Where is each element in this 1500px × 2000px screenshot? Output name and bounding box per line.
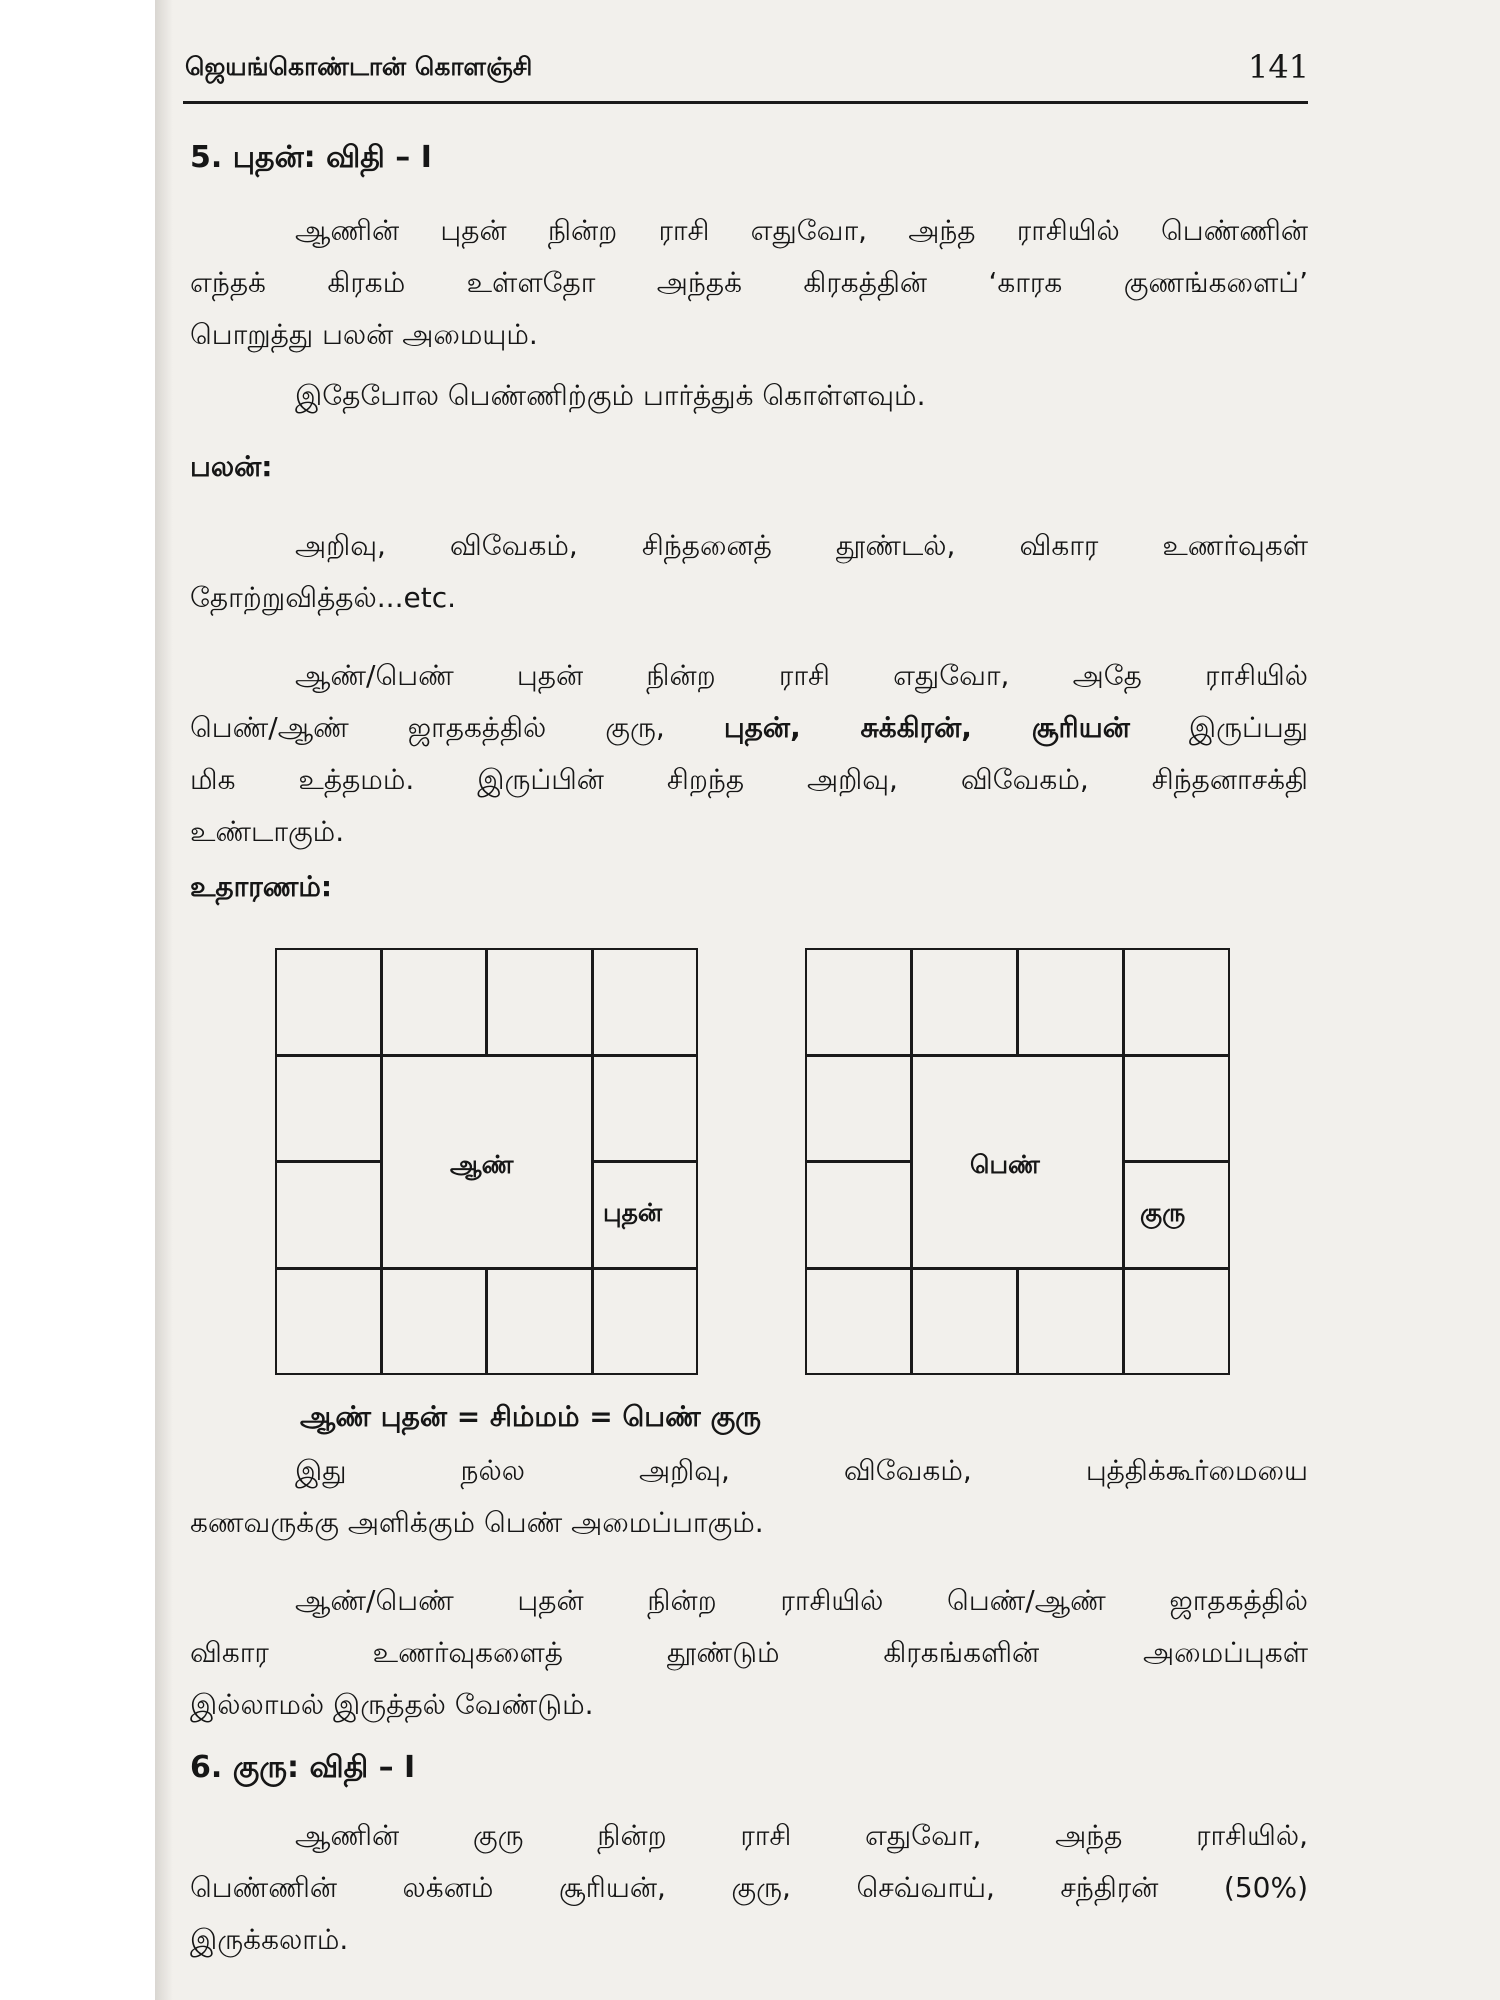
page-binding-shadow [155,0,173,2000]
section-5-paragraph-4 [190,1445,1308,1549]
section-5-heading: 5. புதன்: விதி – I [190,140,432,175]
section-6-paragraph-1 [190,1810,1308,1966]
chart-house-cell [1123,1055,1230,1163]
text-line: ஆணின் புதன் நின்ற ராசி எதுவோ, அந்த ராசியில் பெண்ணின் [295,214,1308,247]
header-rule [183,101,1308,104]
text-line: கணவருக்கு அளிக்கும் பெண் அமைப்பாகும். [190,1506,764,1539]
chart-house-cell [805,1055,912,1163]
chart-house-cell [486,948,593,1056]
section-5-paragraph-1 [190,205,1308,361]
chart-house-cell [911,948,1018,1056]
chart-house-cell [592,948,699,1056]
section-6-heading: 6. குரு: விதி – I [190,1750,416,1785]
chart-house-cell [592,1055,699,1163]
text-line: ஆண்/பெண் புதன் நின்ற ராசியில் பெண்/ஆண் ஜாதகத்தில் [295,1584,1308,1617]
chart-house-cell [1123,1268,1230,1376]
male-chart-center-label: ஆண் [450,1150,514,1179]
text-line: விகார உணர்வுகளைத் தூண்டும் கிரகங்களின் அமைப்புகள் [190,1636,1308,1669]
chart-house-cell [381,1268,488,1376]
bold-planet-list: புதன், சுக்கிரன், சூரியன் [723,711,1130,744]
male-chart-planet-label: புதன் [603,1198,663,1227]
text-line: ஆணின் குரு நின்ற ராசி எதுவோ, அந்த ராசியில், [295,1819,1308,1852]
section-5-paragraph-3 [190,650,1308,858]
result-text [190,520,1308,624]
chart-house-cell [275,948,382,1056]
chart-house-cell [1123,948,1230,1056]
example-heading: உதாரணம்: [190,870,333,903]
text-line: இது நல்ல அறிவு, விவேகம், புத்திக்கூர்மையை [295,1454,1308,1487]
chart-house-cell [275,1161,382,1269]
text-line: ஆண்/பெண் புதன் நின்ற ராசி எதுவோ, அதே ராசியில் [295,659,1308,692]
text-line: அறிவு, விவேகம், சிந்தனைத் தூண்டல், விகார உணர்வுகள் [295,529,1308,562]
text-line: பெண்ணின் லக்னம் சூரியன், குரு, செவ்வாய், சந்திரன் (50%) [190,1871,1308,1904]
chart-house-cell [275,1268,382,1376]
text-line: பொறுத்து பலன் அமையும். [190,318,538,351]
chart-house-cell [592,1268,699,1376]
female-chart-planet-label: குரு [1140,1198,1186,1227]
text-line: பெண்/ஆண் ஜாதகத்தில் குரு, புதன், சுக்கிரன், சூரியன் இருப்பது [190,711,1309,744]
section-5-paragraph-2 [295,370,1308,422]
text-line: மிக உத்தமம். இருப்பின் சிறந்த அறிவு, விவேகம், சிந்தனாசக்தி [190,763,1308,796]
result-heading: பலன்: [190,450,273,483]
chart-house-cell [805,948,912,1056]
page-number: 141 [1248,48,1310,86]
text-line: தோற்றுவித்தல்...etc. [190,581,456,614]
chart-house-cell [1017,1268,1124,1376]
chart-house-cell [911,1268,1018,1376]
text-line: இதேபோல பெண்ணிற்கும் பார்த்துக் கொள்ளவும். [295,379,926,412]
text-line: இல்லாமல் இருத்தல் வேண்டும். [190,1688,594,1721]
text-line: எந்தக் கிரகம் உள்ளதோ அந்தக் கிரகத்தின் ‘காரக குணங்களைப்’ [190,266,1308,299]
chart-house-cell [275,1055,382,1163]
chart-house-cell [805,1161,912,1269]
chart-house-cell [805,1268,912,1376]
running-header-title: ஜெயங்கொண்டான் கொளஞ்சி [185,52,533,81]
chart-house-cell [1017,948,1124,1056]
section-5-paragraph-5 [190,1575,1308,1731]
female-chart-center-label: பெண் [970,1150,1040,1179]
chart-house-cell [486,1268,593,1376]
chart-house-cell [381,948,488,1056]
text-line: இருக்கலாம். [190,1923,349,1956]
chart-caption: ஆண் புதன் = சிம்மம் = பெண் குரு [300,1400,762,1433]
text-line: உண்டாகும். [190,815,345,848]
